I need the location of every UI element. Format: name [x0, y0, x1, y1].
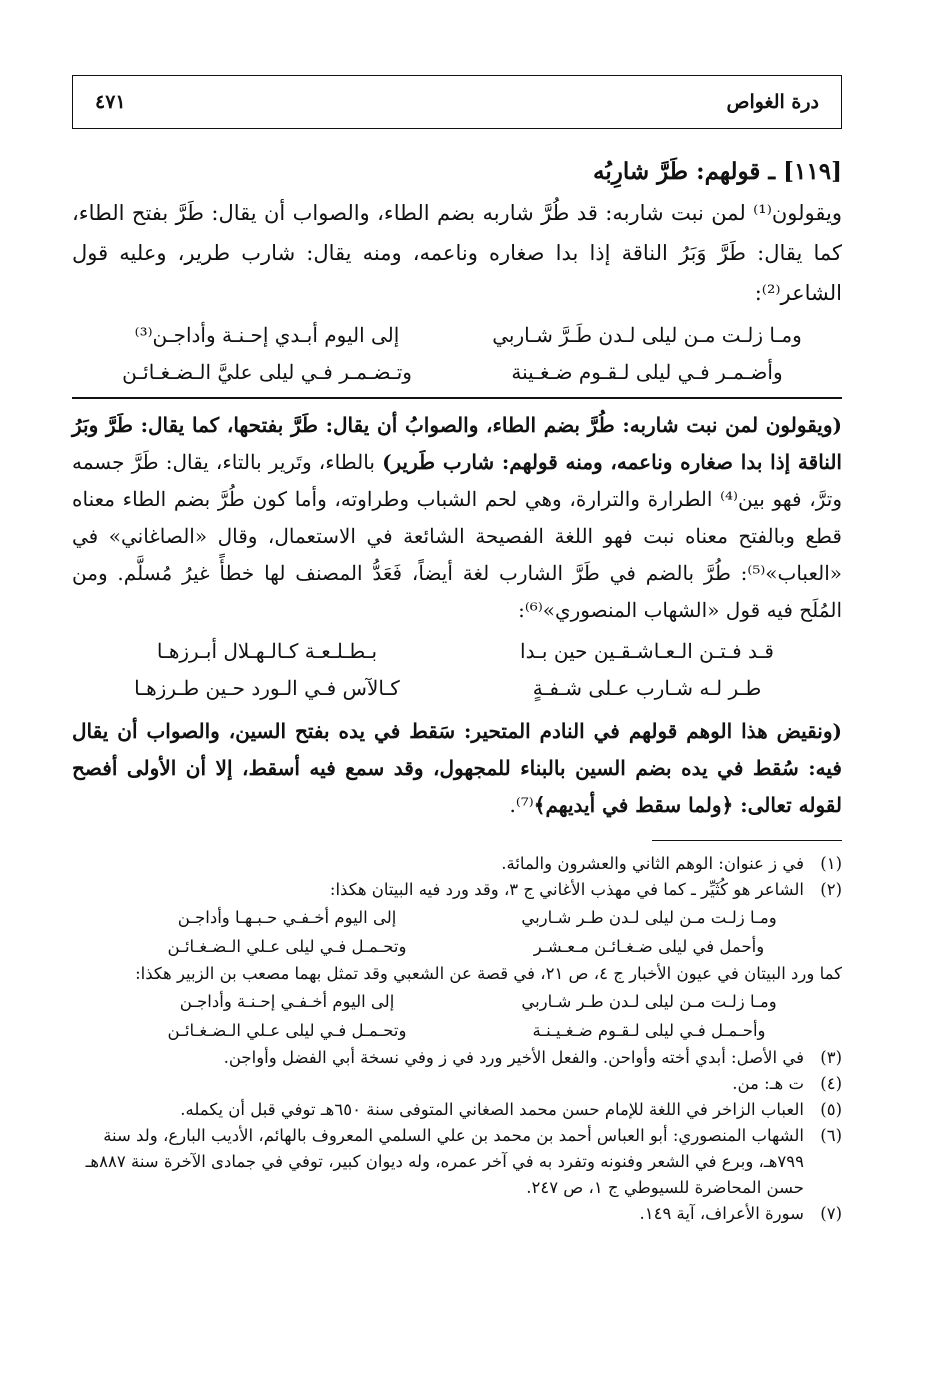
- footnote-number: (٤): [820, 1074, 842, 1093]
- footnote: [72, 1201, 842, 1227]
- section-title: [١١٩] ـ قولهم: طَرَّ شارِبُه: [592, 158, 842, 185]
- footnote-number: (٣): [820, 1048, 842, 1067]
- main-paragraph: ويقولون⁽¹⁾ لمن نبت شاربه: قد طُرَّ شاربه بضم الطاء، والصواب أن يقال: طَرَّ بفتح الطاء، كما يقال: طَرَّ وَبَرُ الناقة إذا بدا صغاره وناعمه، ومنه يقال: شارب طرير، وعليه قول الشاعر⁽²⁾:: [72, 201, 842, 305]
- hemistich-second: إلى اليوم أخـفـي حـبـهـا وأداجـن: [177, 908, 397, 927]
- poem-verse: [72, 354, 842, 391]
- hemistich-second: وتـضـمـر فـي ليلى عليَّ الـضـغـائـن: [122, 360, 412, 384]
- footnote-verse: [72, 932, 842, 961]
- hemistich-first: طـر لـه شـارب عـلى شـفـةٍ: [532, 676, 762, 700]
- footnote-text: الشاعر هو كُثَيِّر ـ كما في مهذب الأغاني ج ٣، وقد ورد فيه البيتان هكذا:: [329, 880, 804, 899]
- footnote-number: (٥): [820, 1100, 842, 1119]
- footnote: [72, 877, 842, 903]
- footnote-text: في ز عنوان: الوهم الثاني والعشرون والمائة.: [501, 854, 804, 873]
- footnote-verse: [72, 987, 842, 1016]
- main-poem: [72, 317, 842, 391]
- page-number: ٤٧١: [95, 91, 126, 113]
- hemistich-first: وأحمل في ليلى ضـغـائـن مـعـشـر: [533, 937, 765, 956]
- footnote-text: الشهاب المنصوري: أبو العباس أحمد بن محمد بن علي السلمي المعروف بالهائم، الأديب البارع، ولد سنة ٧٩٩هـ، وبرع في الشعر وفنونه وتفرد به في آخر عمره، وله ديوان كبير، توفي في جمادى الآخرة سنة ٨٨٧هـ حسن المحاضرة للسيوطي ج ١، ص ٢٤٧.: [85, 1126, 804, 1197]
- footnote: [72, 851, 842, 877]
- footnote-number: (٧): [820, 1204, 842, 1223]
- poem-verse: [72, 633, 842, 670]
- footnote: [72, 1071, 842, 1097]
- hemistich-first: قـد فـتـن الـعـاشـقـين حين بـدا: [520, 639, 774, 663]
- footnote-number: (٦): [820, 1126, 842, 1145]
- hemistich-first: وأحـمـل فـي ليلى لـقـوم ضـغـيـنـة: [532, 1021, 766, 1040]
- poem-verse: [72, 317, 842, 354]
- commentary-quote: (ويقولون لمن نبت شاربه: طُرَّ بضم الطاء، والصوابُ أن يقال: طَرَّ بفتحها، كما يقال: طَرَّ وبَرُ الناقة إذا بدا صغاره وناعمه، ومنه قولهم: شارب طَرير): [72, 413, 842, 474]
- hemistich-second: وتحـمـل فـي ليلى عـلي الـضـغـائـن: [167, 937, 407, 956]
- section-divider: [72, 397, 842, 399]
- footnote: [72, 1097, 842, 1123]
- hemistich-second: إلى اليوم أبـدي إحـنـة وأداجـن⁽³⁾: [134, 323, 400, 347]
- header-title: درة الغواص: [726, 91, 819, 113]
- footnote: [72, 1123, 842, 1201]
- hemistich-first: وأضـمـر فـي ليلى لـقـوم ضـغـينة: [511, 360, 783, 384]
- hemistich-second: إلى اليوم أخـفـي إحـنـة وأداجـن: [179, 992, 395, 1011]
- commentary-quote: (ونقيض هذا الوهم قولهم في النادم المتحير: سَقط في يده بفتح السين، والصواب أن يقال فيه: سُقط في يده بضم السين بالبناء للمجهول، وقد سمع فيه أسقط، إلا أن الأولى أفصح لقوله تعالى: ﴿ولما سقط في أيديهم﴾: [72, 719, 842, 817]
- footnote-divider: [652, 840, 842, 841]
- footnote-text: العباب الزاخر في اللغة للإمام حسن محمد الصغاني المتوفى سنة ٦٥٠هـ توفي قبل أن يكمله.: [180, 1100, 804, 1119]
- hemistich-second: بـطـلـعـة كـالـهـلال أبـرزهـا: [156, 639, 378, 663]
- footnote-continuation: كما ورد البيتان في عيون الأخبار ج ٤، ص ٢١، في قصة عن الشعبي وقد تمثل بهما مصعب بن الزبير هكذا:: [135, 964, 842, 983]
- footnote-number: (٢): [820, 880, 842, 899]
- poem-verse: [72, 670, 842, 707]
- footnote-ref: ⁽⁷⁾.: [509, 793, 534, 817]
- hemistich-first: ومـا زلـت مـن ليلى لـدن طـر شـاربي: [521, 908, 777, 927]
- footnote-verse: [72, 903, 842, 932]
- hemistich-second: وتحـمـل فـي ليلى عـلي الـضـغـائـن: [167, 1021, 407, 1040]
- footnote-text: في الأصل: أبدي أخته وأواحن. والفعل الأخير ورد في ز وفي نسخة أبي الفضل وأواجن.: [223, 1048, 804, 1067]
- book-page: [72, 75, 842, 1227]
- footnotes: [72, 851, 842, 1227]
- hemistich-first: ومـا زلـت مـن ليلى لـدن طـر شـاربي: [521, 992, 777, 1011]
- commentary-text: بالطاء، وتَرير بالتاء، يقال: طَرَّ جسمه وترَّ، فهو بين⁽⁴⁾ الطرارة والترارة، وهي لحم الشباب وطراوته، وأما كون طُرَّ بضم الطاء معناه قطع وبالفتح معناه نبت فهو اللغة الفصيحة الشائعة في الاستعمال، وقال «الصاغاني» في «العباب»⁽⁵⁾: طُرَّ بالضم في طَرَّ الشارب لغة أيضاً، فَعَدُّ المصنف لها خطأً غيرُ مُسلَّم. ومن المُلَح فيه قول «الشهاب المنصوري»⁽⁶⁾:: [72, 450, 842, 622]
- footnote: [72, 1045, 842, 1071]
- running-header: [72, 75, 842, 129]
- footnote-number: (١): [820, 854, 842, 873]
- commentary-paragraph-2: [72, 713, 842, 824]
- commentary-paragraph-1: [72, 407, 842, 629]
- hemistich-first: ومـا زلـت مـن ليلى لـدن طَـرَّ شـاربي: [492, 323, 802, 347]
- footnote-verse: [72, 1016, 842, 1045]
- hemistich-second: كـالآس فـي الـورد حـين طـرزهـا: [134, 676, 400, 700]
- commentary-poem: [72, 633, 842, 707]
- footnote-text: ت هـ: من.: [732, 1074, 804, 1093]
- footnote-text: سورة الأعراف، آية ١٤٩.: [639, 1204, 804, 1223]
